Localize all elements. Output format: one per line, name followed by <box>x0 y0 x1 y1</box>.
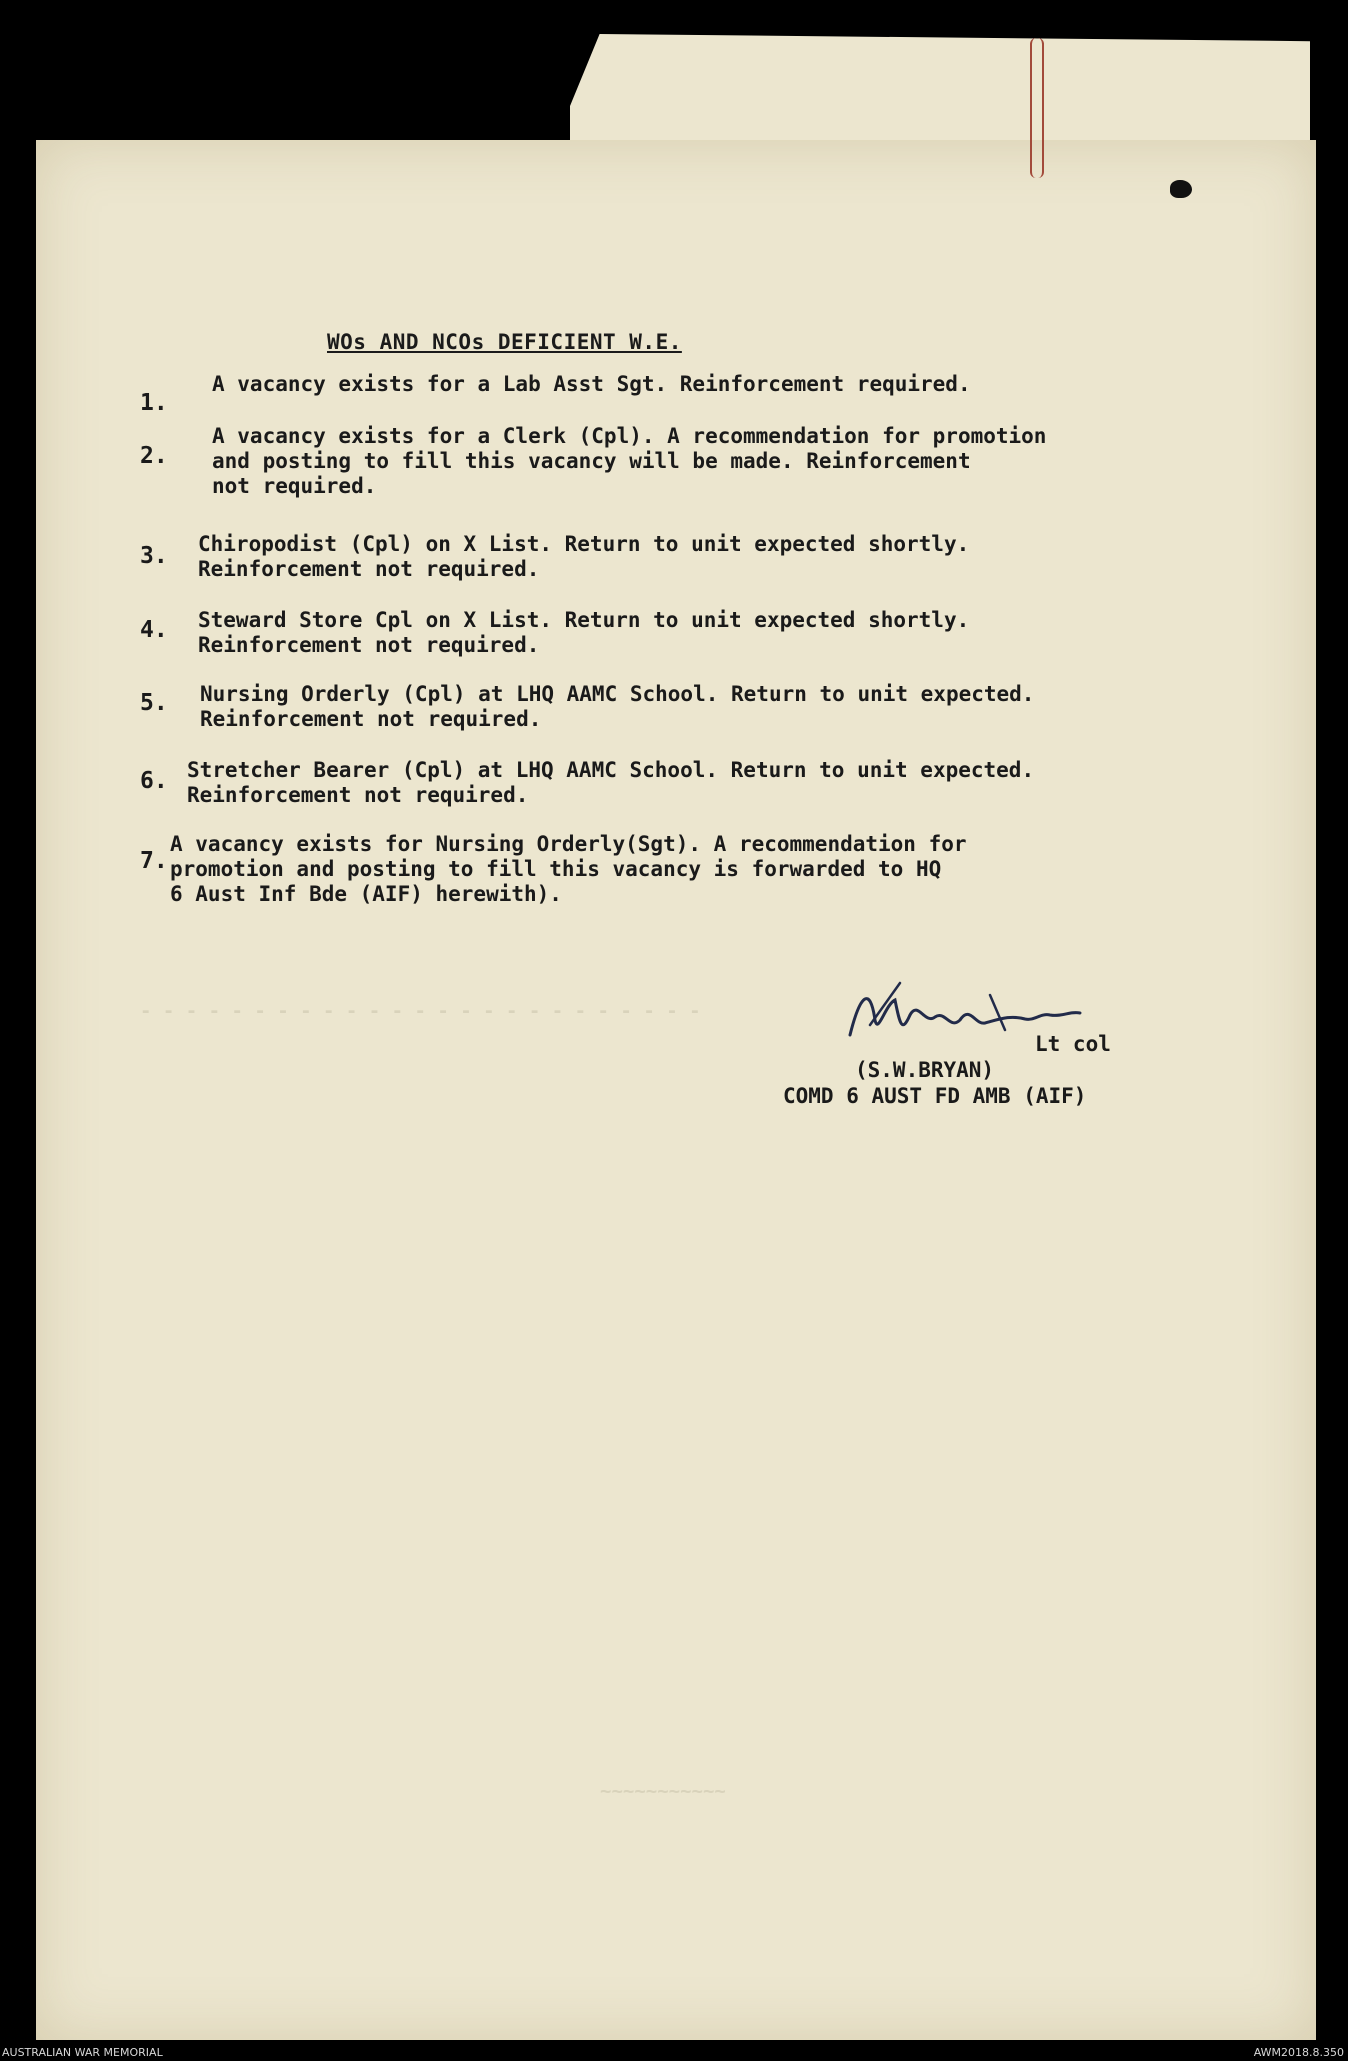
item-line: Reinforcement not required. <box>187 783 529 807</box>
item-line: Reinforcement not required. <box>198 557 540 581</box>
item-line: not required. <box>212 474 377 498</box>
item-number: 4. <box>140 617 168 643</box>
item-line: A vacancy exists for a Clerk (Cpl). A recommendation for promotion <box>212 424 1047 448</box>
item-number: 1. <box>140 390 168 416</box>
show-through-mark: ~~~~~~~~~~~ <box>600 1780 726 1802</box>
list-item <box>170 832 967 907</box>
item-line: Reinforcement not required. <box>198 633 540 657</box>
item-line: 6 Aust Inf Bde (AIF) herewith). <box>170 882 562 906</box>
paper-top-tab <box>570 34 1310 154</box>
item-line: Nursing Orderly (Cpl) at LHQ AAMC School. Return to unit expected. <box>200 682 1035 706</box>
list-item <box>212 372 971 397</box>
document-heading: WOs AND NCOs DEFICIENT W.E. <box>327 330 682 354</box>
signatory-appointment: COMD 6 AUST FD AMB (AIF) <box>783 1084 1087 1108</box>
list-item <box>187 758 1034 808</box>
punch-hole <box>1170 180 1192 198</box>
item-line: Reinforcement not required. <box>200 707 542 731</box>
red-pencil-mark <box>1030 38 1044 178</box>
item-number: 2. <box>140 443 168 469</box>
list-item <box>198 532 969 582</box>
footer-institution: AUSTRALIAN WAR MEMORIAL <box>2 2046 163 2059</box>
item-line: promotion and posting to fill this vacancy is forwarded to HQ <box>170 857 942 881</box>
item-number: 5. <box>140 690 168 716</box>
footer-reference: AWM2018.8.350 <box>1253 2046 1344 2059</box>
list-item <box>212 424 1046 499</box>
item-line: Steward Store Cpl on X List. Return to unit expected shortly. <box>198 608 970 632</box>
signatory-rank: Lt col <box>1035 1032 1111 1056</box>
list-item <box>198 608 969 658</box>
item-number: 6. <box>140 768 168 794</box>
item-line: and posting to fill this vacancy will be made. Reinforcement <box>212 449 971 473</box>
signatory-name: (S.W.BRYAN) <box>855 1058 995 1082</box>
item-line: Chiropodist (Cpl) on X List. Return to unit expected shortly. <box>198 532 970 556</box>
item-number: 3. <box>140 543 168 569</box>
show-through-mark: - - - - - - - - - - - - - - - - - - - - - - - - - <box>140 1000 701 1022</box>
item-number: 7. <box>140 848 168 874</box>
item-line: Stretcher Bearer (Cpl) at LHQ AAMC School. Return to unit expected. <box>187 758 1035 782</box>
item-line: A vacancy exists for a Lab Asst Sgt. Reinforcement required. <box>212 372 971 396</box>
list-item <box>200 682 1034 732</box>
item-line: A vacancy exists for Nursing Orderly(Sgt). A recommendation for <box>170 832 967 856</box>
